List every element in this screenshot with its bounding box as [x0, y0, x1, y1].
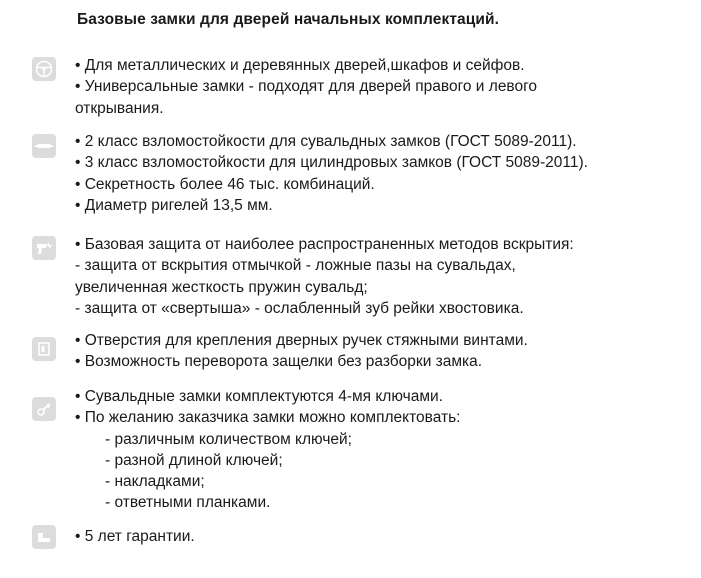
text-line: • Для металлических и деревянных дверей,шкафов и сейфов. — [75, 57, 525, 74]
text-line: - ответными планками. — [105, 494, 271, 512]
section-keys — [75, 386, 460, 514]
section-protection — [75, 234, 574, 319]
text-line: • Диаметр ригелей 13,5 мм. — [75, 196, 273, 214]
text-line: • По желанию заказчика замки можно комплектовать: — [75, 409, 461, 427]
text-line: • Секретность более 46 тыс. комбинаций. — [75, 175, 375, 193]
text-line: • Универсальные замки - подходят для дверей правого и левого — [75, 78, 538, 96]
lock-body-icon — [32, 337, 56, 361]
section-mounting — [75, 55, 537, 119]
text-line: - накладками; — [105, 473, 205, 491]
drill-icon — [32, 236, 56, 260]
section-handles — [75, 330, 528, 373]
page-title: Базовые замки для дверей начальных комплектаций. — [77, 11, 500, 28]
section-security-class — [75, 131, 588, 216]
steering-wheel-icon — [32, 57, 56, 81]
text-line: открывания. — [75, 99, 164, 117]
text-line: • Базовая защита от наиболее распространенных методов вскрытия: — [75, 236, 574, 253]
text-line: - разной длиной ключей; — [105, 451, 283, 469]
text-line: • 2 класс взломостойкости для сувальдных замков (ГОСТ 5089-2011). — [75, 133, 577, 150]
text-line: - защита от «свертыша» - ослабленный зуб рейки хвостовика. — [75, 299, 524, 317]
text-line: увеличенная жесткость пружин сувальд; — [75, 278, 368, 296]
section-guarantee — [75, 526, 195, 547]
text-line: • Сувальдные замки комплектуются 4-мя ключами. — [75, 388, 443, 405]
text-line: - защита от вскрытия отмычкой - ложные пазы на сувальдах, — [75, 257, 516, 275]
text-line: - различным количеством ключей; — [105, 430, 352, 448]
key-icon — [32, 397, 56, 421]
text-line: • Возможность переворота защелки без разборки замка. — [75, 353, 483, 371]
bolt-icon — [32, 134, 56, 158]
text-line: • 5 лет гарантии. — [75, 528, 195, 545]
text-line: • Отверстия для крепления дверных ручек стяжными винтами. — [75, 332, 528, 349]
text-line: • 3 класс взломостойкости для цилиндровых замков (ГОСТ 5089-2011). — [75, 154, 588, 172]
guarantee-icon — [32, 525, 56, 549]
